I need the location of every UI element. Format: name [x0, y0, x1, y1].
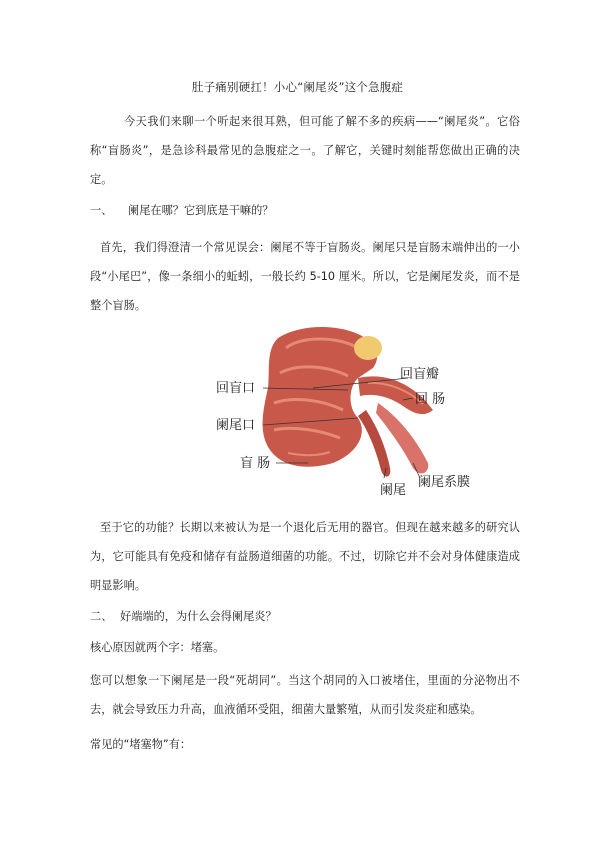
section-1-paragraph-2: 至于它的功能？长期以来被认为是一个退化后无用的器官。但现在越来越多的研究认为，它可能具有免疫和储存有益肠道细菌的功能。不过，切除它并不会对身体健康造成明显影响。	[90, 521, 520, 592]
section-2-number: 二、	[90, 610, 113, 623]
section-1-paragraph-1: 首先，我们得澄清一个常见误会：阑尾不等于盲肠炎。阑尾只是盲肠末端伸出的一小段“小尾巴”，像一条细小的蚯蚓，一般长约 5-10 厘米。所以，它是阑尾发炎，而不是整个盲肠。	[90, 241, 520, 312]
appendix-anatomy-figure	[208, 318, 488, 508]
label-appendix-opening: 阑尾口	[216, 418, 256, 433]
section-2-paragraph-1: 您可以想象一下阑尾是一段“死胡同”。当这个胡同的入口被堵住，里面的分泌物出不去，就会导致压力升高，血液循环受阻，细菌大量繁殖，从而引发炎症和感染。	[90, 674, 520, 716]
label-appendix: 阑尾	[380, 483, 407, 498]
label-cecum: 盲 肠	[240, 456, 271, 471]
section-1-title: 阑尾在哪？它到底是干嘛的？	[128, 204, 274, 217]
label-mesoappendix: 阑尾系膜	[418, 475, 471, 490]
label-ileocecal-opening: 回盲口	[216, 381, 256, 396]
label-ileum: 回 肠	[415, 392, 446, 407]
document-title: 肚子痛别硬扛！小心“阑尾炎”这个急腹症	[191, 80, 404, 94]
section-2-line-2: 常见的“堵塞物”有：	[90, 738, 192, 751]
section-2-line-1: 核心原因就两个字：堵塞。	[90, 641, 225, 654]
section-2-title: 好端端的，为什么会得阑尾炎？	[120, 610, 277, 623]
section-2-heading	[90, 608, 277, 624]
section-1-heading	[90, 202, 273, 218]
section-1-number: 一、	[90, 204, 113, 217]
fat-tissue-illustration	[354, 336, 382, 360]
label-ileocecal-valve: 回盲瓣	[400, 367, 440, 382]
intro-paragraph: 今天我们来聊一个听起来很耳熟，但可能了解不多的疾病——“阑尾炎”。它俗称“盲肠炎”，是急诊科最常见的急腹症之一。了解它，关键时刻能帮您做出正确的决定。	[90, 115, 520, 186]
